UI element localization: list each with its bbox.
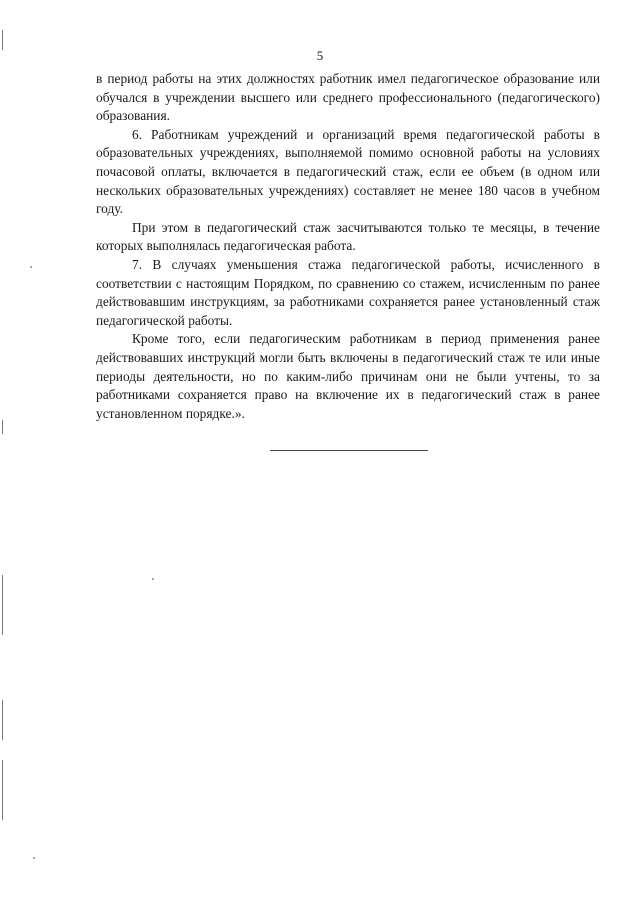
scan-speck <box>30 266 32 268</box>
page-number: 5 <box>316 48 324 63</box>
scan-speck <box>33 857 35 859</box>
paragraph-item-6: 6. Работникам учреждений и организаций время педагогической работы в образовательных учреждениях, выполняемой помимо основной работы на условиях почасовой оплаты, включается в педагогический стаж, если ее объем (в одном или нескольких образовательных учреждениях) составляет не менее 180 часов в учебном году. <box>96 126 600 217</box>
scan-edge-mark <box>2 760 3 820</box>
paragraph-item-6-note: При этом в педагогический стаж засчитываются только те месяцы, в течение которых выполнялась педагогическая работа. <box>96 219 600 254</box>
scan-edge-mark <box>2 575 3 635</box>
paragraph-item-7-note: Кроме того, если педагогическим работникам в период применения ранее действовавших инструкций могли быть включены в педагогический стаж те или иные периоды деятельности, но по каким-либо причинам они не были учтены, то за работниками сохраняется право на включение их в педагогический стаж в ранее установленном порядке.». <box>96 331 600 421</box>
scan-edge-mark <box>2 420 3 434</box>
scan-edge-mark <box>2 700 3 740</box>
paragraph-item-7: 7. В случаях уменьшения стажа педагогической работы, исчисленного в соответствии с настоящим Порядком, по сравнению со стажем, исчисленным по ранее действовавшим инструкциям, за работниками сохраняется ранее установленный стаж педагогической работы. <box>96 256 600 328</box>
scan-speck <box>152 578 154 580</box>
end-divider-line <box>270 450 428 451</box>
document-body <box>96 70 600 423</box>
paragraph-continuation: в период работы на этих должностях работник имел педагогическое образование или обучался в учреждении высшего или среднего профессионального (педагогического) образования. <box>96 71 600 124</box>
scan-edge-mark <box>2 30 3 50</box>
